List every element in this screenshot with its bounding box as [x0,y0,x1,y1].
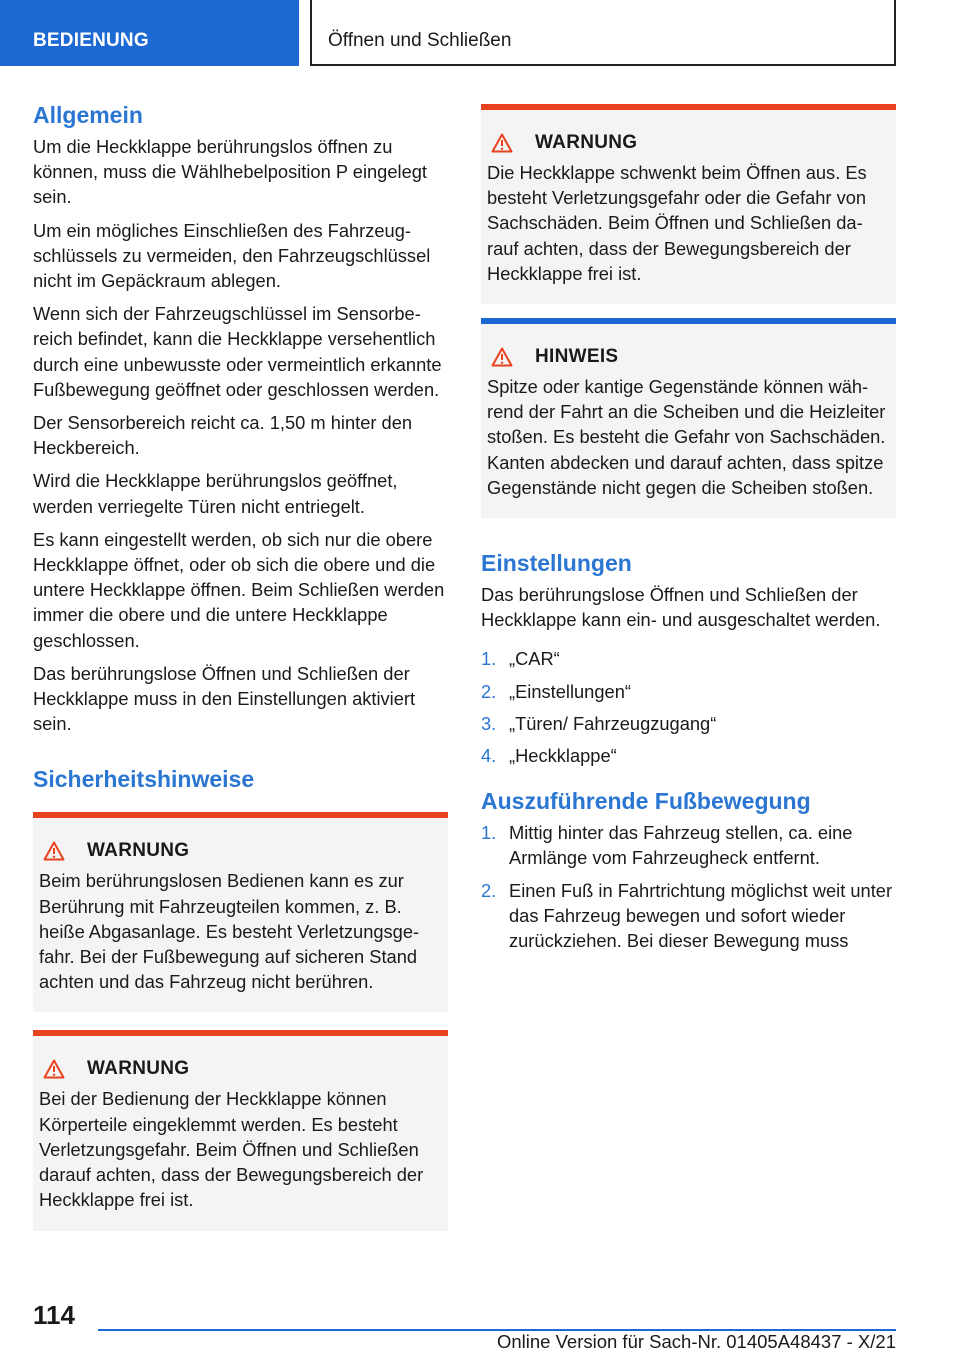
list-item [481,711,896,736]
hint-label: HINWEIS [535,346,619,368]
warning-label: WARNUNG [87,1058,190,1080]
warning-triangle-icon [43,1059,65,1079]
heading-allgemein: Allgemein [33,102,143,128]
paragraph: Das berührungslose Öffnen und Schließen der Heckklappe kann ein- und ausgeschaltet werden. [481,584,881,631]
hint-text: Spitze oder kantige Gegenstände können während der Fahrt an die Scheiben und die Heizleiter stoßen. Es besteht die Gefahr von Sachschäden. Kanten abdecken und darauf achten, dass spitze Gegenstände nicht gegen die Scheiben stoßen. [487,376,886,498]
warning-triangle-icon [491,347,513,367]
chapter-title: Öffnen und Schließen [328,30,512,51]
paragraph: Um ein mögliches Einschließen des Fahrzeugschlüssels zu vermeiden, den Fahrzeugschlüssel nicht im Gepäckraum ablegen. [33,219,431,292]
heading-fussbewegung: Auszuführende Fußbewegung [481,788,811,815]
list-item [481,878,896,954]
step-number: 4. [481,745,497,767]
warning-triangle-icon [491,133,513,153]
warning-header [491,132,886,154]
heading-safety: Sicherheitshinweise [33,766,255,793]
section-label: BEDIENUNG [33,30,149,51]
step-text: „CAR“ [509,648,560,670]
warning-box [33,812,448,1012]
step-number: 3. [481,712,497,734]
warning-label: WARNUNG [87,840,190,862]
page-number: 114 [33,1300,75,1330]
heading-einstellungen: Einstellungen [481,550,632,577]
paragraph: Wenn sich der Fahrzeugschlüssel im Sensorbereich befindet, kann die Heckklappe versehentlich durch eine unbewusste oder vermeintlich erkannte Fußbewegung geöffnet oder geschlossen werden. [33,303,442,400]
warning-box [33,1030,448,1230]
warning-box [481,104,896,304]
settings-steps [481,646,896,768]
step-text: „Heckklappe“ [509,745,617,767]
warning-header [43,840,438,862]
warning-text: Beim berührungslosen Bedienen kann es zur Berührung mit Fahrzeugteilen kommen, z. B. heiße Abgasanlage. Es besteht Verletzungsgefahr. Bei der Fußbewegung auf sicheren Stand achten und das Fahrzeug nicht berühren. [39,870,420,993]
paragraph: Um die Heckklappe berührungslos öffnen zu können, muss die Wählhebelposition P eingelegt sein. [33,136,427,208]
list-item [481,743,896,768]
right-column [481,104,896,960]
paragraph: Wird die Heckklappe berührungslos geöffnet, werden verriegelte Türen nicht entriegelt. [33,470,398,517]
step-number: 1. [481,648,497,670]
step-text: Einen Fuß in Fahrtrichtung möglichst weit unter das Fahrzeug bewegen und sofort wieder zurückziehen. Bei dieser Bewegung muss [509,879,893,952]
paragraph: Es kann eingestellt werden, ob sich nur die obere Heckklappe öffnet, oder ob sich die obere und die untere Heckklappe öffnen. Beim Schließen werden immer die obere und die untere Heckklappe geschlossen. [33,528,445,651]
warning-label: WARNUNG [535,132,638,153]
warning-text: Bei der Bedienung der Heckklappe können Körperteile eingeklemmt werden. Es besteht Verletzungsgefahr. Beim Öffnen und Schließen darauf achten, dass der Bewegungsbereich der Heckklappe frei ist. [39,1088,424,1211]
step-number: 1. [481,822,497,844]
warning-text: Die Heckklappe schwenkt beim Öffnen aus. Es besteht Verletzungsgefahr oder die Gefahr von Sachschäden. Beim Öffnen und Schließen darauf achten, dass der Bewegungsbereich der Heckklappe frei ist. [487,162,867,284]
foot-steps [481,820,896,953]
list-item [481,820,896,870]
step-text: „Türen/ Fahrzeugzugang“ [509,712,717,734]
warning-header [43,1058,438,1080]
list-item [481,646,896,671]
warning-triangle-icon [43,841,65,861]
chapter-header [310,0,896,66]
left-column [33,100,448,1231]
step-text: „Einstellungen“ [509,680,631,702]
paragraph: Der Sensorbereich reicht ca. 1,50 m hinter den Heckbereich. [33,412,413,459]
hint-header [491,346,886,368]
step-number: 2. [481,879,497,901]
step-text: Mittig hinter das Fahrzeug stellen, ca. eine Armlänge vom Fahrzeugheck entfernt. [509,822,853,869]
paragraph: Das berührungslose Öffnen und Schließen der Heckklappe muss in den Einstellungen aktiviert sein. [33,662,416,735]
hint-box [481,318,896,518]
list-item [481,679,896,704]
step-number: 2. [481,680,497,702]
footer-online-version: Online Version für Sach-Nr. 01405A48437 - X/21 [496,1331,896,1352]
section-tab [0,0,299,66]
